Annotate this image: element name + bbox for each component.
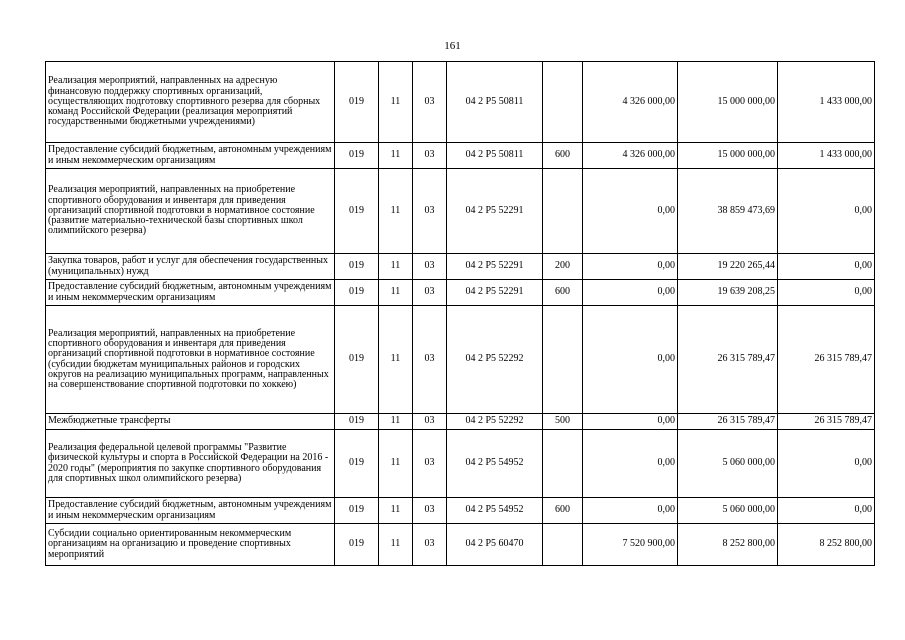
amount-year-2: 19 220 265,44 (678, 254, 778, 280)
expense-type: 500 (543, 414, 583, 430)
amount-year-1: 0,00 (583, 169, 678, 254)
amount-year-1: 0,00 (583, 414, 678, 430)
amount-year-2: 19 639 208,25 (678, 280, 778, 306)
row-name: Межбюджетные трансферты (46, 414, 335, 430)
target-article: 04 2 P5 52291 (447, 169, 543, 254)
subsection-code: 03 (413, 254, 447, 280)
target-article: 04 2 P5 60470 (447, 524, 543, 566)
amount-year-3: 8 252 800,00 (778, 524, 875, 566)
section-code: 11 (379, 430, 413, 498)
table-row (46, 306, 875, 414)
section-code: 11 (379, 143, 413, 169)
subsection-code: 03 (413, 143, 447, 169)
target-article: 04 2 P5 52292 (447, 414, 543, 430)
target-article: 04 2 P5 52291 (447, 280, 543, 306)
row-name: Реализация мероприятий, направленных на приобретение спортивного оборудования и инвентаря для приведения организаций спортивной подготовки в нормативное состояние (субсидии бюджетам муниципальных районов и городских округов на реализацию муниципальных программ, направленных на совершенствование спортивной подготовки по хоккею) (46, 306, 335, 414)
subsection-code: 03 (413, 430, 447, 498)
subsection-code: 03 (413, 280, 447, 306)
target-article: 04 2 P5 50811 (447, 62, 543, 143)
row-name: Предоставление субсидий бюджетным, автономным учреждениям и иным некоммерческим организациям (46, 143, 335, 169)
expense-type (543, 430, 583, 498)
ministry-code: 019 (335, 524, 379, 566)
amount-year-1: 0,00 (583, 498, 678, 524)
ministry-code: 019 (335, 306, 379, 414)
ministry-code: 019 (335, 430, 379, 498)
section-code: 11 (379, 498, 413, 524)
amount-year-2: 38 859 473,69 (678, 169, 778, 254)
budget-table (45, 61, 875, 566)
row-name: Предоставление субсидий бюджетным, автономным учреждениям и иным некоммерческим организациям (46, 280, 335, 306)
expense-type: 600 (543, 498, 583, 524)
table-row (46, 143, 875, 169)
section-code: 11 (379, 62, 413, 143)
subsection-code: 03 (413, 498, 447, 524)
table-row (46, 414, 875, 430)
amount-year-3: 0,00 (778, 254, 875, 280)
amount-year-1: 0,00 (583, 280, 678, 306)
amount-year-1: 4 326 000,00 (583, 62, 678, 143)
section-code: 11 (379, 524, 413, 566)
amount-year-3: 26 315 789,47 (778, 414, 875, 430)
amount-year-2: 26 315 789,47 (678, 414, 778, 430)
ministry-code: 019 (335, 498, 379, 524)
amount-year-2: 8 252 800,00 (678, 524, 778, 566)
amount-year-3: 0,00 (778, 498, 875, 524)
section-code: 11 (379, 280, 413, 306)
amount-year-3: 1 433 000,00 (778, 62, 875, 143)
target-article: 04 2 P5 52291 (447, 254, 543, 280)
section-code: 11 (379, 306, 413, 414)
amount-year-3: 0,00 (778, 169, 875, 254)
expense-type (543, 62, 583, 143)
subsection-code: 03 (413, 306, 447, 414)
table-row (46, 169, 875, 254)
row-name: Предоставление субсидий бюджетным, автономным учреждениям и иным некоммерческим организациям (46, 498, 335, 524)
table-row (46, 62, 875, 143)
target-article: 04 2 P5 50811 (447, 143, 543, 169)
ministry-code: 019 (335, 280, 379, 306)
row-name: Реализация федеральной целевой программы "Развитие физической культуры и спорта в Российской Федерации на 2016 - 2020 годы" (мероприятия по закупке спортивного оборудования для спортивных школ олимпийского резерва) (46, 430, 335, 498)
amount-year-3: 26 315 789,47 (778, 306, 875, 414)
subsection-code: 03 (413, 169, 447, 254)
expense-type (543, 306, 583, 414)
page-number: 161 (444, 40, 461, 52)
row-name: Реализация мероприятий, направленных на адресную финансовую поддержку спортивных организаций, осуществляющих подготовку спортивного резерва для сборных команд Российской Федерации (реализация мероприятий государственными бюджетными учреждениями) (46, 62, 335, 143)
row-name: Субсидии социально ориентированным некоммерческим организациям на организацию и проведение спортивных мероприятий (46, 524, 335, 566)
amount-year-1: 0,00 (583, 430, 678, 498)
subsection-code: 03 (413, 414, 447, 430)
amount-year-1: 7 520 900,00 (583, 524, 678, 566)
ministry-code: 019 (335, 414, 379, 430)
expense-type (543, 169, 583, 254)
subsection-code: 03 (413, 524, 447, 566)
amount-year-1: 4 326 000,00 (583, 143, 678, 169)
amount-year-3: 0,00 (778, 280, 875, 306)
row-name: Закупка товаров, работ и услуг для обеспечения государственных (муниципальных) нужд (46, 254, 335, 280)
expense-type: 600 (543, 280, 583, 306)
amount-year-2: 5 060 000,00 (678, 430, 778, 498)
table-row (46, 498, 875, 524)
amount-year-3: 0,00 (778, 430, 875, 498)
ministry-code: 019 (335, 62, 379, 143)
section-code: 11 (379, 169, 413, 254)
table-row (46, 524, 875, 566)
section-code: 11 (379, 254, 413, 280)
amount-year-2: 5 060 000,00 (678, 498, 778, 524)
target-article: 04 2 P5 54952 (447, 498, 543, 524)
table-row (46, 280, 875, 306)
row-name: Реализация мероприятий, направленных на приобретение спортивного оборудования и инвентаря для приведения организаций спортивной подготовки в нормативное состояние (развитие материально-технической базы спортивных школ олимпийского резерва) (46, 169, 335, 254)
expense-type (543, 524, 583, 566)
amount-year-2: 26 315 789,47 (678, 306, 778, 414)
target-article: 04 2 P5 52292 (447, 306, 543, 414)
amount-year-2: 15 000 000,00 (678, 143, 778, 169)
amount-year-3: 1 433 000,00 (778, 143, 875, 169)
expense-type: 200 (543, 254, 583, 280)
ministry-code: 019 (335, 169, 379, 254)
table-row (46, 254, 875, 280)
ministry-code: 019 (335, 254, 379, 280)
expense-type: 600 (543, 143, 583, 169)
ministry-code: 019 (335, 143, 379, 169)
target-article: 04 2 P5 54952 (447, 430, 543, 498)
table-row (46, 430, 875, 498)
amount-year-1: 0,00 (583, 254, 678, 280)
section-code: 11 (379, 414, 413, 430)
amount-year-2: 15 000 000,00 (678, 62, 778, 143)
subsection-code: 03 (413, 62, 447, 143)
amount-year-1: 0,00 (583, 306, 678, 414)
